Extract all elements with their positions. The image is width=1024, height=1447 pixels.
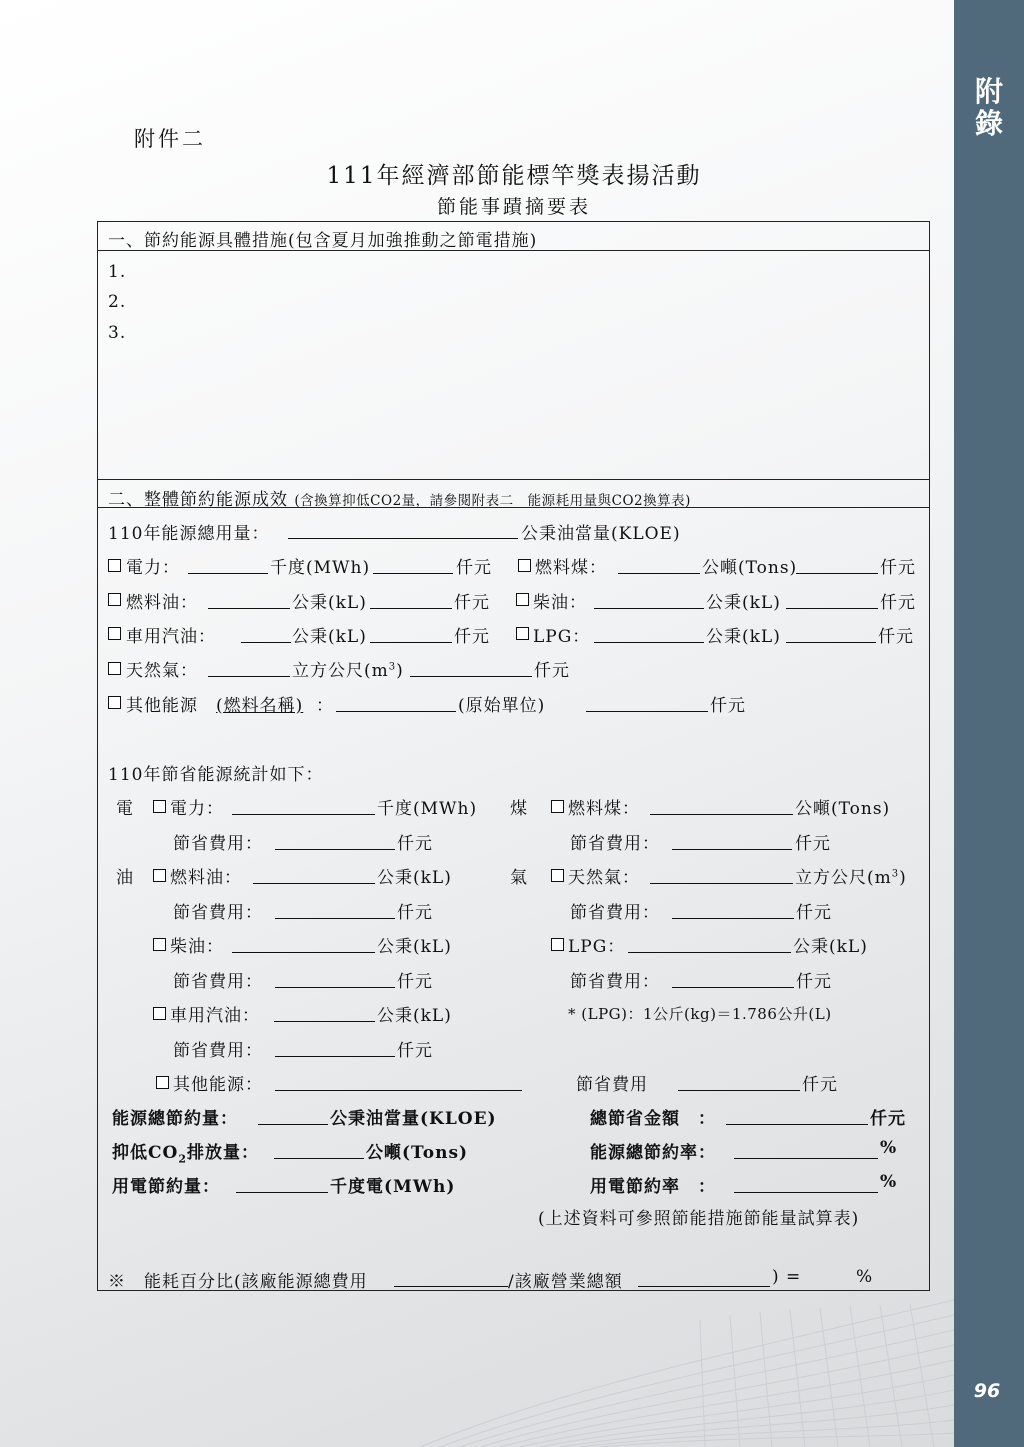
saving-natural-gas-checkbox[interactable] [551,869,564,882]
saving-lpg-cost-unit: 仟元 [796,972,832,992]
page-number: 96 [973,1380,1001,1402]
gasoline-cost-unit: 仟元 [454,627,490,647]
saving-fuel-oil-cost-field[interactable] [275,918,395,919]
coal-label: 燃料煤： [535,558,607,578]
saving-other-energy-checkbox[interactable] [156,1076,169,1089]
electricity-saving-rate-label: 用電節約率 ： [590,1177,716,1197]
saving-gasoline-cost-unit: 仟元 [397,1041,433,1061]
total-usage-field[interactable] [288,538,518,539]
saving-diesel-cost-field[interactable] [275,987,395,988]
section2-heading-note: (含換算抑低CO2量，請參閱附表二 能源耗用量與CO2換算表) [294,493,691,509]
group-label-oil: 油 [116,868,134,888]
electricity-saving-label: 用電節約量： [112,1177,220,1197]
saving-fuel-oil-checkbox[interactable] [153,869,166,882]
saving-gasoline-cost-field[interactable] [275,1056,395,1057]
energy-saving-total-label: 能源總節約量： [112,1109,238,1129]
energy-ratio-prefix: ※ 能耗百分比(該廠能源總費用 [108,1272,368,1292]
gasoline-label: 車用汽油： [126,627,216,647]
total-amount-label: 總節省金額 ： [590,1109,716,1129]
other-energy-cost-unit: 仟元 [710,696,746,716]
saving-natural-gas-field[interactable] [650,883,793,884]
section1-heading: 一、節約能源具體措施(包含夏月加強推動之節電措施) [108,231,538,251]
section2-heading-text: 二、整體節約能源成效 [108,490,288,510]
natural-gas-unit [292,656,404,681]
reference-note: (上述資料可參照節能措施節能量試算表) [538,1209,860,1229]
coal-checkbox[interactable] [518,559,531,572]
saving-other-energy-cost-field[interactable] [678,1090,800,1091]
saving-lpg-cost-label: 節省費用： [570,972,660,992]
saving-coal-cost-label: 節省費用： [570,834,660,854]
lpg-cost-field[interactable] [786,642,876,643]
saving-electricity-unit: 千度(MWh) [377,799,478,819]
saving-coal-field[interactable] [650,814,793,815]
saving-lpg-cost-field[interactable] [672,987,794,988]
co2-reduction-label-sub: 2 [178,1152,187,1166]
saving-fuel-oil-unit: 公秉(kL) [377,868,452,888]
saving-natural-gas-cost-label: 節省費用： [570,903,660,923]
lpg-conversion-note: * (LPG)：1公斤(kg)＝1.786公升(L) [568,1005,832,1023]
natural-gas-cost-unit: 仟元 [534,661,570,681]
total-usage-unit: 公秉油當量(KLOE) [521,524,681,544]
gasoline-cost-field[interactable] [370,642,452,643]
saving-electricity-cost-field[interactable] [275,849,395,850]
saving-gasoline-label: 車用汽油： [170,1006,260,1026]
lpg-unit: 公秉(kL) [706,627,781,647]
coal-cost-unit: 仟元 [880,558,916,578]
fuel-oil-unit: 公秉(kL) [292,593,367,613]
saving-coal-cost-field[interactable] [672,849,792,850]
group-label-coal: 煤 [510,799,528,819]
natural-gas-unit-end: ) [396,661,404,681]
saving-diesel-unit: 公秉(kL) [377,937,452,957]
saving-other-energy-field[interactable] [275,1090,522,1091]
co2-reduction-label [112,1138,259,1165]
electricity-saving-rate-field[interactable] [734,1192,878,1193]
electricity-cost-unit: 仟元 [456,558,492,578]
other-energy-amount-field[interactable] [336,711,456,712]
energy-saving-rate-label: 能源總節約率： [590,1143,716,1163]
co2-reduction-field[interactable] [274,1158,364,1159]
saving-gasoline-cost-label: 節省費用： [173,1041,263,1061]
measure-item-1[interactable]: 1. [108,262,127,282]
co2-reduction-label-text: 抑低CO [112,1143,179,1163]
revenue-field[interactable] [638,1286,770,1287]
electricity-checkbox[interactable] [108,559,121,572]
energy-saving-rate-field[interactable] [734,1158,878,1159]
coal-amount-field[interactable] [618,573,700,574]
sidebar-tab-char-1: 附 [974,75,1003,108]
saving-natural-gas-unit [795,863,907,888]
savings-title: 110年節省能源統計如下： [108,765,324,785]
saving-other-energy-cost-label: 節省費用 [576,1075,648,1095]
summary-form [97,221,930,1291]
fuel-oil-cost-unit: 仟元 [454,593,490,613]
saving-diesel-cost-unit: 仟元 [397,972,433,992]
energy-ratio-middle: /該廠營業總額 [508,1272,623,1292]
saving-diesel-field[interactable] [232,952,375,953]
energy-ratio-suffix: ) = [772,1267,802,1287]
coal-unit: 公噸(Tons) [702,558,798,578]
electricity-unit: 千度(MWh) [270,558,371,578]
natural-gas-checkbox[interactable] [108,662,121,675]
other-energy-fuel-name: (燃料名稱) [216,696,304,716]
saving-natural-gas-cost-unit: 仟元 [796,903,832,923]
diesel-cost-field[interactable] [786,608,878,609]
electricity-amount-field[interactable] [188,573,268,574]
saving-fuel-oil-cost-unit: 仟元 [397,903,433,923]
diesel-unit: 公秉(kL) [706,593,781,613]
saving-gasoline-unit: 公秉(kL) [377,1006,452,1026]
saving-electricity-field[interactable] [232,814,375,815]
saving-diesel-checkbox[interactable] [153,938,166,951]
natural-gas-label: 天然氣： [126,661,198,681]
other-energy-label: 其他能源 [126,696,198,716]
group-label-electricity: 電 [116,799,134,819]
lpg-label: LPG： [533,627,591,647]
gasoline-unit: 公秉(kL) [292,627,367,647]
diesel-checkbox[interactable] [516,593,529,606]
electricity-saving-field[interactable] [236,1192,328,1193]
energy-saving-total-unit: 公秉油當量(KLOE) [330,1109,497,1129]
saving-natural-gas-label: 天然氣： [568,868,640,888]
appendix-sidebar [954,0,1024,1447]
natural-gas-unit-sup: 3 [388,661,397,673]
fuel-oil-cost-field[interactable] [370,608,452,609]
co2-reduction-label-end: 排放量： [187,1143,259,1163]
page-title: 111年經濟部節能標竿獎表揚活動 [326,163,702,189]
saving-natural-gas-unit-end: ) [899,868,907,888]
electricity-saving-rate-unit: % [880,1172,898,1192]
energy-cost-field[interactable] [394,1286,508,1287]
saving-coal-label: 燃料煤： [568,799,640,819]
saving-coal-checkbox[interactable] [551,800,564,813]
fuel-oil-amount-field[interactable] [208,608,290,609]
saving-other-energy-cost-unit: 仟元 [802,1075,838,1095]
section2-heading [108,485,691,510]
saving-electricity-checkbox[interactable] [153,800,166,813]
fuel-oil-checkbox[interactable] [108,593,121,606]
electricity-label: 電力： [126,558,180,578]
other-energy-checkbox[interactable] [108,696,121,709]
attachment-label: 附件二 [134,127,206,151]
energy-ratio-percent: % [856,1267,874,1287]
saving-natural-gas-unit-sup: 3 [891,868,900,880]
natural-gas-cost-field[interactable] [410,676,532,677]
saving-electricity-label: 電力： [170,799,224,819]
total-usage-label: 110年能源總用量： [108,524,270,544]
energy-saving-rate-unit: % [880,1138,898,1158]
group-label-gas: 氣 [510,868,528,888]
saving-gasoline-field[interactable] [274,1021,375,1022]
coal-cost-field[interactable] [796,573,878,574]
total-amount-field[interactable] [726,1124,868,1125]
saving-natural-gas-cost-field[interactable] [672,918,794,919]
saving-lpg-unit: 公秉(kL) [793,937,868,957]
saving-diesel-label: 柴油： [170,937,224,957]
total-amount-unit: 仟元 [870,1109,906,1129]
saving-fuel-oil-cost-label: 節省費用： [173,903,263,923]
diesel-label: 柴油： [533,593,587,613]
saving-coal-unit: 公噸(Tons) [795,799,891,819]
sidebar-tab-char-2: 錄 [974,107,1003,140]
saving-lpg-checkbox[interactable] [551,938,564,951]
other-energy-unit: (原始單位) [458,696,546,716]
fuel-oil-label: 燃料油： [126,593,198,613]
gasoline-amount-field[interactable] [241,642,291,643]
lpg-amount-field[interactable] [594,642,704,643]
page-subtitle: 節能事蹟摘要表 [436,196,591,218]
saving-natural-gas-unit-text: 立方公尺(m [795,868,892,888]
natural-gas-unit-text: 立方公尺(m [292,661,389,681]
saving-lpg-field[interactable] [628,952,791,953]
diesel-amount-field[interactable] [594,608,704,609]
natural-gas-amount-field[interactable] [208,676,290,677]
measure-item-3[interactable]: 3. [108,323,127,343]
saving-electricity-cost-unit: 仟元 [397,834,433,854]
other-energy-colon: ： [316,696,334,716]
electricity-cost-field[interactable] [373,573,453,574]
saving-diesel-cost-label: 節省費用： [173,972,263,992]
saving-other-energy-label: 其他能源： [173,1075,263,1095]
electricity-saving-unit: 千度電(MWh) [330,1177,456,1197]
lpg-checkbox[interactable] [516,627,529,640]
saving-lpg-label: LPG： [568,937,626,957]
saving-fuel-oil-field[interactable] [253,883,375,884]
energy-saving-total-field[interactable] [258,1124,328,1125]
saving-fuel-oil-label: 燃料油： [170,868,242,888]
other-energy-cost-field[interactable] [586,711,708,712]
saving-coal-cost-unit: 仟元 [795,834,831,854]
co2-reduction-unit: 公噸(Tons) [366,1143,469,1163]
saving-electricity-cost-label: 節省費用： [173,834,263,854]
divider [98,479,929,480]
gasoline-checkbox[interactable] [108,627,121,640]
saving-gasoline-checkbox[interactable] [153,1007,166,1020]
diesel-cost-unit: 仟元 [880,593,916,613]
measure-item-2[interactable]: 2. [108,292,127,312]
lpg-cost-unit: 仟元 [878,627,914,647]
